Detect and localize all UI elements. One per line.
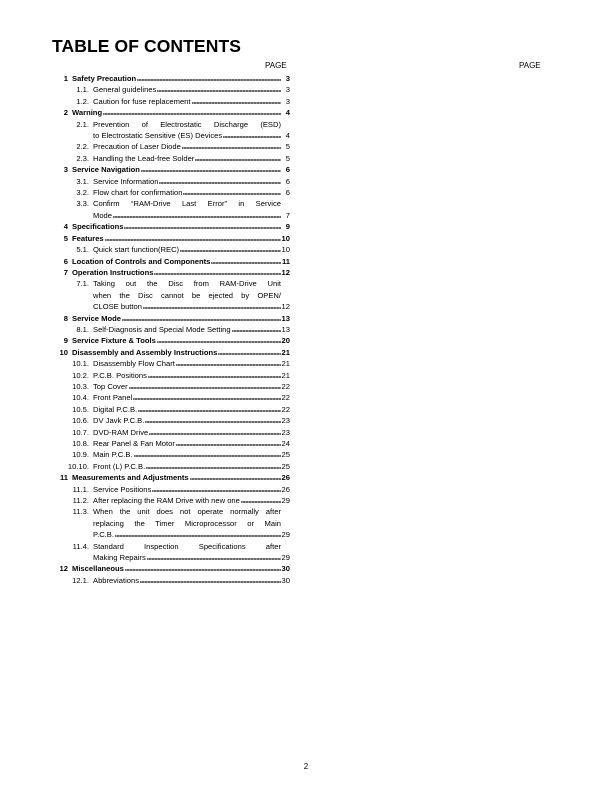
dot-leader [157,335,281,343]
toc-entry[interactable] [56,324,290,335]
toc-entry-number: 6 [63,256,68,266]
toc-entry-number: 10.3. [72,381,89,391]
page-column-header: PAGE [265,61,287,70]
toc-entry-title: Measurements and Adjustments [72,473,189,483]
toc-entry-number: 10.7. [72,427,89,437]
toc-entry-page: 26 [281,484,290,494]
toc-entry-number: 10.5. [72,404,89,414]
toc-entry[interactable] [56,438,290,449]
toc-entry-title: Front (L) P.C.B. [93,461,146,471]
toc-entry-number: 10.2. [72,370,89,380]
toc-entry[interactable] [56,404,290,415]
dot-leader [122,313,281,321]
toc-entry-title: P.C.B. Positions [93,370,147,380]
toc-entry-number: 10.6. [72,416,89,426]
dot-leader [137,73,281,81]
toc-entry-number: 7 [63,267,68,277]
toc-entry-title-line: when the Disc cannot be ejected by OPEN/ [93,290,281,300]
toc-entry-title: Location of Controls and Components [72,256,211,266]
dot-leader [129,381,281,389]
toc-entry[interactable] [56,313,290,324]
toc-entry-page: 22 [281,404,290,414]
toc-entry-page: 3 [285,74,290,83]
toc-entry-title: Precaution of Laser Diode [93,142,181,152]
toc-entry-title: Mode [93,210,112,220]
toc-entry-title-line: When the unit does not operate normally after [93,507,281,517]
toc-entry-title: After replacing the RAM Drive with new one [93,496,240,506]
toc-entry[interactable] [56,84,290,95]
toc-entry-title: Top Cover [93,381,128,391]
toc-entry-page: 22 [281,393,290,403]
toc-entry[interactable] [56,563,290,574]
toc-entry-page: 26 [281,473,290,483]
toc-entry-page: 5 [285,153,290,163]
dot-leader [183,187,281,195]
toc-entry-title: DV Javk P.C.B. [93,416,145,426]
toc-entry-page: 23 [281,427,290,437]
toc-entry-page: 29 [281,553,290,563]
toc-entry-page: 23 [281,416,290,426]
dot-leader [124,221,281,229]
toc-entry-title: Front Panel [93,393,133,403]
toc-entry-page: 30 [281,564,290,574]
dot-leader [149,427,280,435]
toc-entry-page: 12 [281,267,290,277]
toc-entry[interactable] [56,392,290,403]
toc-entry-page: 20 [281,336,290,346]
dot-leader [133,392,280,400]
toc-entry-page: 21 [281,370,290,380]
toc-entry-title: Miscellaneous [72,564,124,574]
toc-entry[interactable] [56,141,290,152]
toc-entry-title-line: Standard Inspection Specifications after [93,541,281,551]
toc-entry[interactable] [56,233,290,244]
dot-leader [218,347,280,355]
toc-entry[interactable] [56,164,290,175]
dot-leader [143,301,281,309]
toc-entry-title: Warning [72,108,103,118]
toc-entry-title: Service Positions [93,484,152,494]
toc-entry[interactable] [56,244,290,255]
toc-entry-page: 5 [285,142,290,152]
dot-leader [125,563,281,571]
dot-leader [113,210,281,218]
dot-leader [141,164,281,172]
toc-entry-page: 12 [281,302,290,312]
toc-entry-title: Quick start function(REC) [93,245,180,255]
toc-entry-number: 10.8. [72,439,89,448]
toc-entry[interactable] [56,484,290,495]
toc-entry-title: General guidelines [93,85,157,95]
toc-list [56,73,290,586]
toc-entry-number: 1 [63,74,68,83]
toc-entry[interactable] [56,495,290,506]
toc-entry[interactable] [56,187,290,198]
toc-entry-title: DVD-RAM Drive [93,427,149,437]
toc-entry[interactable] [56,358,290,369]
toc-entry-number: 5.1. [76,245,89,255]
toc-entry-title: Main P.C.B. [93,450,133,460]
toc-entry-page: 11 [281,256,290,266]
toc-entry-number: 10.10. [67,461,89,471]
toc-entry-title: Service Information [93,176,159,186]
toc-entry[interactable] [56,506,290,540]
toc-entry-title-line: Confirm “RAM-Drive Last Error” in Service [93,199,281,209]
toc-entry-title: P.C.B. [93,530,114,540]
page-column-header-right: PAGE [519,61,541,70]
toc-entry-page: 22 [281,381,290,391]
toc-entry-number: 11.3. [72,507,89,517]
dot-leader [176,358,281,366]
toc-entry[interactable] [56,541,290,564]
toc-entry-number: 3 [63,165,68,175]
toc-entry[interactable] [56,472,290,483]
toc-entry-title: Making Repairs [93,553,146,563]
dot-leader [176,438,281,446]
toc-entry-title-line: Prevention of Electrostatic Discharge (ESD) [93,119,281,129]
toc-entry-title: Service Navigation [72,165,140,175]
toc-entry-number: 2 [63,108,68,118]
page-number: 2 [303,762,309,771]
dot-leader [192,96,281,104]
toc-entry-title: Abbreviations [93,575,140,585]
toc-entry-title: Safety Precaution [72,74,137,83]
toc-entry[interactable] [56,381,290,392]
toc-entry-number: 12 [59,564,68,574]
toc-entry[interactable] [56,575,290,586]
toc-entry[interactable] [56,461,290,472]
dot-leader [145,415,280,423]
dot-leader [115,529,281,537]
dot-leader [152,484,280,492]
toc-entry-number: 8 [63,313,68,323]
toc-entry[interactable] [56,153,290,164]
toc-entry-number: 10.4. [72,393,89,403]
toc-entry[interactable] [56,278,290,312]
toc-entry[interactable] [56,176,290,187]
dot-leader [138,404,280,412]
toc-entry[interactable] [56,370,290,381]
dot-leader [159,176,281,184]
dot-leader [146,461,280,469]
toc-entry-page: 10 [281,233,290,243]
toc-entry[interactable] [56,256,290,267]
toc-entry-page: 13 [281,324,290,334]
toc-entry-title: Caution for fuse replacement [93,96,191,106]
toc-entry-page: 24 [281,439,290,448]
toc-entry-page: 25 [281,450,290,460]
dot-leader [195,153,281,161]
toc-entry-number: 12.1. [72,575,89,585]
toc-entry-number: 9 [63,336,68,346]
toc-entry-number: 10 [59,347,68,357]
toc-entry-title: Rear Panel & Fan Motor [93,439,175,448]
toc-entry-title: Digital P.C.B. [93,404,138,414]
toc-entry-number: 11.4. [72,541,89,551]
page-title: TABLE OF CONTENTS [52,36,242,56]
toc-entry-number: 1.1. [76,85,89,95]
toc-entry-number: 7.1. [76,279,89,289]
toc-entry[interactable] [56,267,290,278]
toc-entry-title: Handling the Lead-free Solder [93,153,195,163]
toc-entry-page: 29 [281,496,290,506]
dot-leader [223,130,281,138]
dot-leader [103,107,281,115]
toc-entry-number: 5 [63,233,68,243]
toc-entry[interactable] [56,335,290,346]
toc-entry-title: Self-Diagnosis and Special Mode Setting [93,324,231,334]
toc-entry[interactable] [56,119,290,142]
toc-entry-title: Operation Instructions [72,267,154,277]
toc-entry[interactable] [56,198,290,221]
toc-entry[interactable] [56,73,290,84]
toc-entry-title: CLOSE button [93,302,142,312]
dot-leader [140,575,281,583]
toc-entry-title-line: Taking out the Disc from RAM-Drive Unit [93,279,281,289]
toc-entry-page: 29 [281,530,290,540]
toc-entry-title: Flow chart for confirmation [93,188,183,198]
toc-entry-title-line: replacing the Timer Microprocessor or Main [93,518,281,528]
dot-leader [182,141,281,149]
toc-entry-page: 6 [285,176,290,186]
dot-leader [180,244,280,252]
toc-entry[interactable] [56,427,290,438]
toc-entry-page: 30 [281,575,290,585]
dot-leader [147,552,281,560]
toc-entry-number: 4 [63,222,68,232]
toc-entry-number: 2.1. [76,119,89,129]
toc-entry-page: 21 [281,347,290,357]
toc-entry-title: Specifications [72,222,124,232]
dot-leader [148,370,281,378]
dot-leader [232,324,281,332]
toc-entry-page: 3 [285,96,290,106]
toc-entry-page: 25 [281,461,290,471]
toc-entry[interactable] [56,107,290,118]
toc-entry-number: 11.1. [72,484,89,494]
toc-entry[interactable] [56,449,290,460]
toc-entry-page: 4 [285,131,290,141]
toc-entry-number: 10.9. [72,450,89,460]
toc-entry-title: Service Fixture & Tools [72,336,156,346]
toc-entry-number: 3.3. [76,199,89,209]
toc-entry-title: Disassembly Flow Chart [93,359,175,369]
toc-entry[interactable] [56,221,290,232]
dot-leader [157,84,281,92]
dot-leader [190,472,281,480]
dot-leader [241,495,281,503]
toc-entry[interactable] [56,347,290,358]
toc-entry-number: 2.2. [76,142,89,152]
toc-entry-page: 6 [285,165,290,175]
toc-entry-page: 9 [285,222,290,232]
toc-entry-page: 13 [281,313,290,323]
toc-entry-page: 7 [285,210,290,220]
toc-entry-title: Service Mode [72,313,121,323]
toc-entry-number: 2.3. [76,153,89,163]
toc-entry-page: 21 [281,359,290,369]
toc-entry-number: 10.1. [72,359,89,369]
toc-entry-page: 4 [285,108,290,118]
dot-leader [105,233,281,241]
toc-entry-page: 3 [285,85,290,95]
toc-entry-title: Disassembly and Assembly Instructions [72,347,218,357]
dot-leader [134,449,281,457]
toc-entry-number: 8.1. [76,324,89,334]
dot-leader [211,256,281,264]
toc-entry[interactable] [56,96,290,107]
toc-entry-number: 3.2. [76,188,89,198]
toc-entry-number: 1.2. [76,96,89,106]
toc-entry-title: to Electrostatic Sensitive (ES) Devices [93,131,223,141]
toc-entry[interactable] [56,415,290,426]
toc-entry-number: 3.1. [76,176,89,186]
toc-entry-title: Features [72,233,104,243]
toc-entry-number: 11 [59,473,68,483]
dot-leader [154,267,280,275]
toc-entry-number: 11.2. [72,496,89,506]
toc-entry-page: 6 [285,188,290,198]
toc-entry-page: 10 [281,245,290,255]
